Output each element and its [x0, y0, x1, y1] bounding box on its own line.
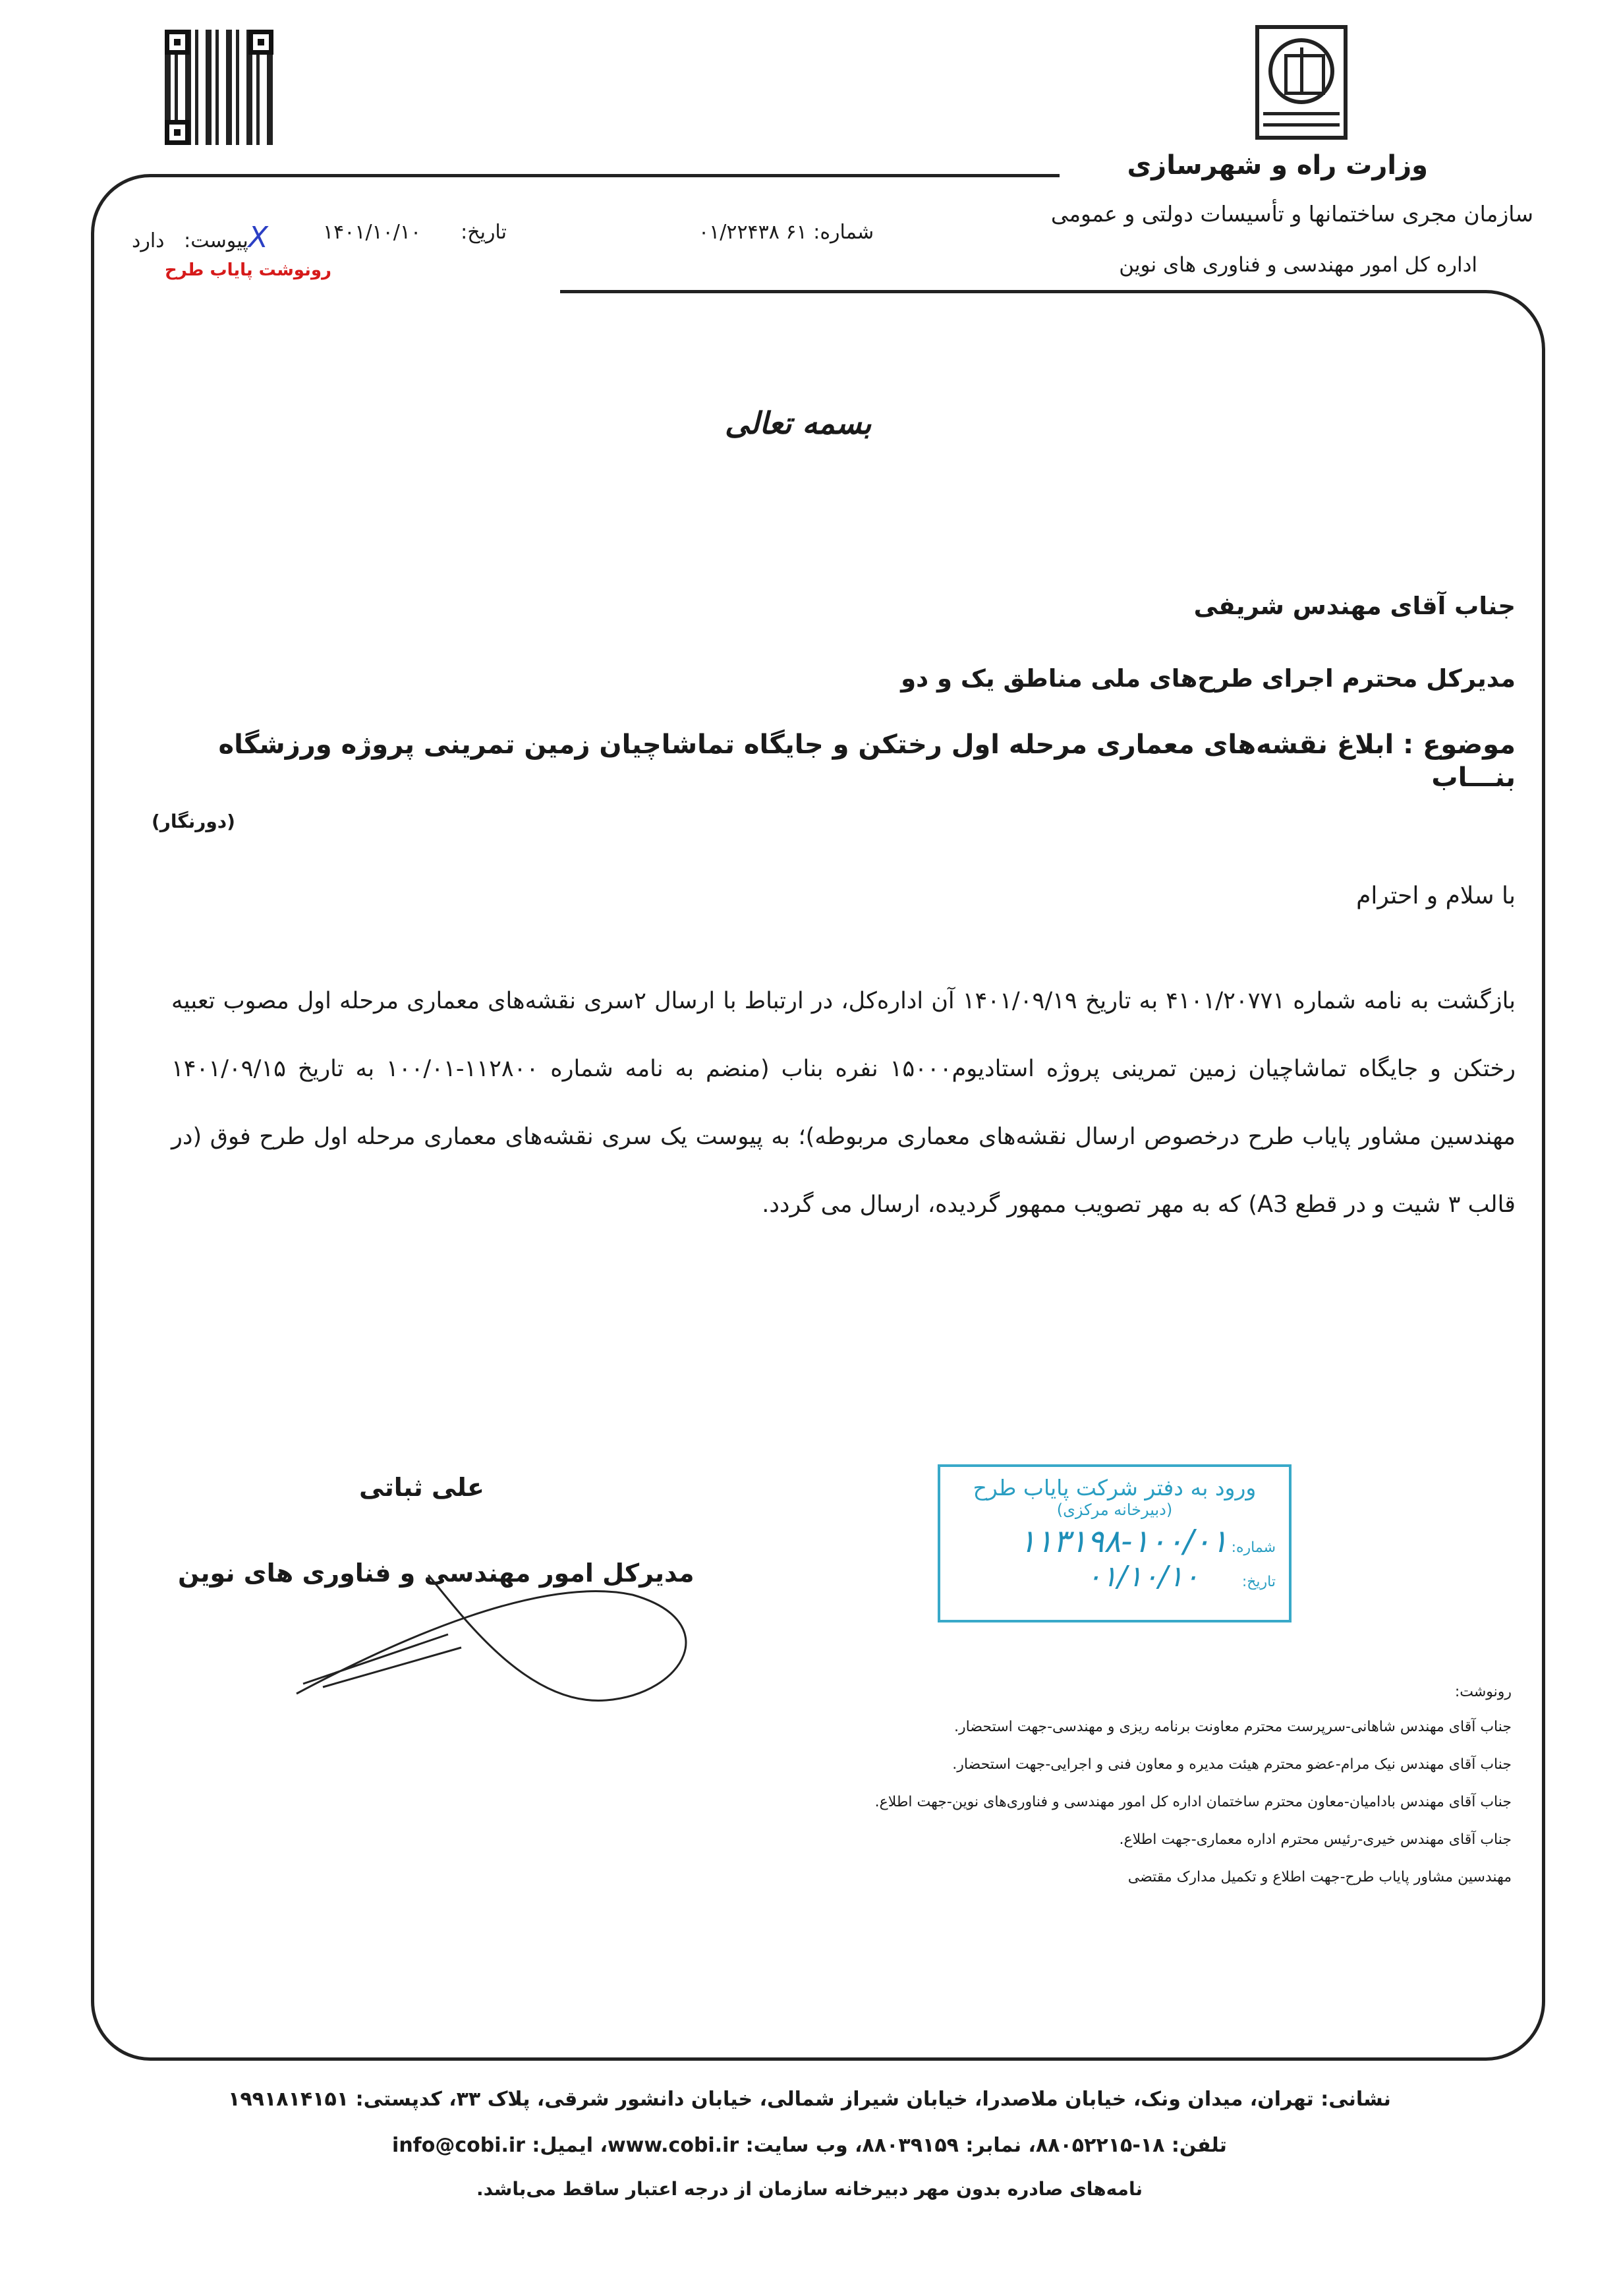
qr-code	[165, 30, 273, 145]
stamp-number-label: شماره:	[1231, 1539, 1276, 1556]
header-divider	[560, 290, 1061, 293]
stamp-title: ورود به دفتر شرکت پایاب طرح	[973, 1475, 1257, 1501]
footer-contact: تلفن: ۱۸-۸۸۰۵۲۲۱۵، نمابر: ۸۸۰۳۹۱۵۹، وب سایت: www.cobi.ir، ایمیل: info@cobi.ir	[392, 2134, 1227, 2157]
department-name: اداره کل امور مهندسی و فناوری های نوین	[1119, 253, 1477, 277]
recipient-title: مدیرکل محترم اجرای طرح‌های ملی مناطق یک و دو	[901, 664, 1516, 693]
received-stamp	[938, 1464, 1292, 1622]
organization-name: سازمان مجری ساختمانها و تأسیسات دولتی و عمومی	[1050, 201, 1533, 227]
ministry-name: وزارت راه و شهرسازی	[1127, 150, 1428, 181]
cc-item: جناب آقای مهندس بادامیان-معاون محترم ساختمان اداره کل امور مهندسی و فناوری‌های نوین-جهت اطلاع.	[874, 1794, 1512, 1810]
stamp-subtitle: (دبیرخانه مرکزی)	[1056, 1501, 1173, 1519]
handwritten-signature	[264, 1535, 725, 1713]
subject-note: (دورنگار)	[152, 811, 235, 832]
greeting: با سلام و احترام	[1356, 882, 1516, 909]
number-value: ۶۱ ۰۱/۲۲۴۳۸	[698, 221, 807, 244]
letter-attachment	[132, 221, 268, 254]
letter-date	[323, 221, 507, 244]
copy-note: رونوشت پایاب طرح	[165, 260, 331, 280]
bismillah: بسمه تعالی	[725, 405, 872, 441]
cc-item: مهندسین مشاور پایاب طرح-جهت اطلاع و تکمیل مدارک مقتضی	[1127, 1869, 1512, 1885]
letter-body: بازگشت به نامه شماره ۴۱۰۱/۲۰۷۷۱ به تاریخ ۱۴۰۱/۰۹/۱۹ آن اداره‌کل، در ارتباط با ارسال ۲سری نقشه‌های معماری مرحله اول مصوب تعبیه رختکن و جایگاه تماشاچیان زمین تمرینی پروژه استادیوم۱۵۰۰۰ نفره بناب (منضم به نامه شماره ۱۱۲۸۰۰-۱۰۰/۰۱ به تاریخ ۱۴۰۱/۰۹/۱۵ مهندسین مشاور پایاب طرح درخصوص ارسال نقشه‌های معماری مربوطه)؛ به پیوست یک سری نقشه‌های معماری مرحله اول طرح فوق (در قالب ۳ شیت و در قطع A3) که به مهر تصویب ممهور گردیده، ارسال می گردد.	[171, 988, 1516, 1218]
cc-item: جناب آقای مهندس خیری-رئیس محترم اداره معماری-جهت اطلاع.	[1119, 1831, 1512, 1848]
cc-item: جناب آقای مهندس نیک مرام-عضو محترم هیئت مدیره و معاون فنی و اجرایی-جهت استحضار.	[952, 1756, 1512, 1773]
recipient: جناب آقای مهندس شریفی	[1193, 592, 1516, 620]
subject: موضوع : ابلاغ نقشه‌های معماری مرحله اول رختکن و جایگاه تماشاچیان زمین تمرینی پروژه ورزشگاه بنـــاب	[218, 730, 1516, 793]
date-value: ۱۴۰۱/۱۰/۱۰	[323, 221, 422, 244]
date-label: تاریخ:	[461, 221, 507, 244]
stamp-date-label: تاریخ:	[1241, 1574, 1276, 1590]
footer-address: نشانی: تهران، میدان ونک، خیابان ملاصدرا، خیابان شیراز شمالی، خیابان دانشور شرقی، پلاک ۳۳، کدپستی: ۱۹۹۱۸۱۴۱۵۱	[228, 2088, 1391, 2111]
attachment-label: پیوست:	[184, 229, 248, 252]
ministry-logo	[1255, 25, 1348, 140]
attachment-value: دارد	[132, 229, 165, 252]
number-label: شماره:	[813, 221, 874, 244]
signatory-title: مدیرکل امور مهندسی و فناوری های نوین	[178, 1559, 695, 1588]
attachment-check-mark: X	[248, 221, 268, 254]
cc-label: رونوشت:	[1454, 1684, 1512, 1700]
stamp-date-value: ۰۱/۱۰/۱۰	[1086, 1560, 1199, 1593]
stamp-number-value: ۱۰۰/۰۱-۱۱۳۱۹۸	[1019, 1523, 1228, 1560]
footer-notice: نامه‌های صادره بدون مهر دبیرخانه سازمان از درجه اعتبار ساقط می‌باشد.	[476, 2178, 1143, 2200]
letter-number	[698, 221, 874, 244]
cc-item: جناب آقای مهندس شاهانی-سرپرست محترم معاونت برنامه ریزی و مهندسی-جهت استحضار.	[954, 1719, 1512, 1735]
signatory-name: علی ثباتی	[359, 1473, 484, 1502]
